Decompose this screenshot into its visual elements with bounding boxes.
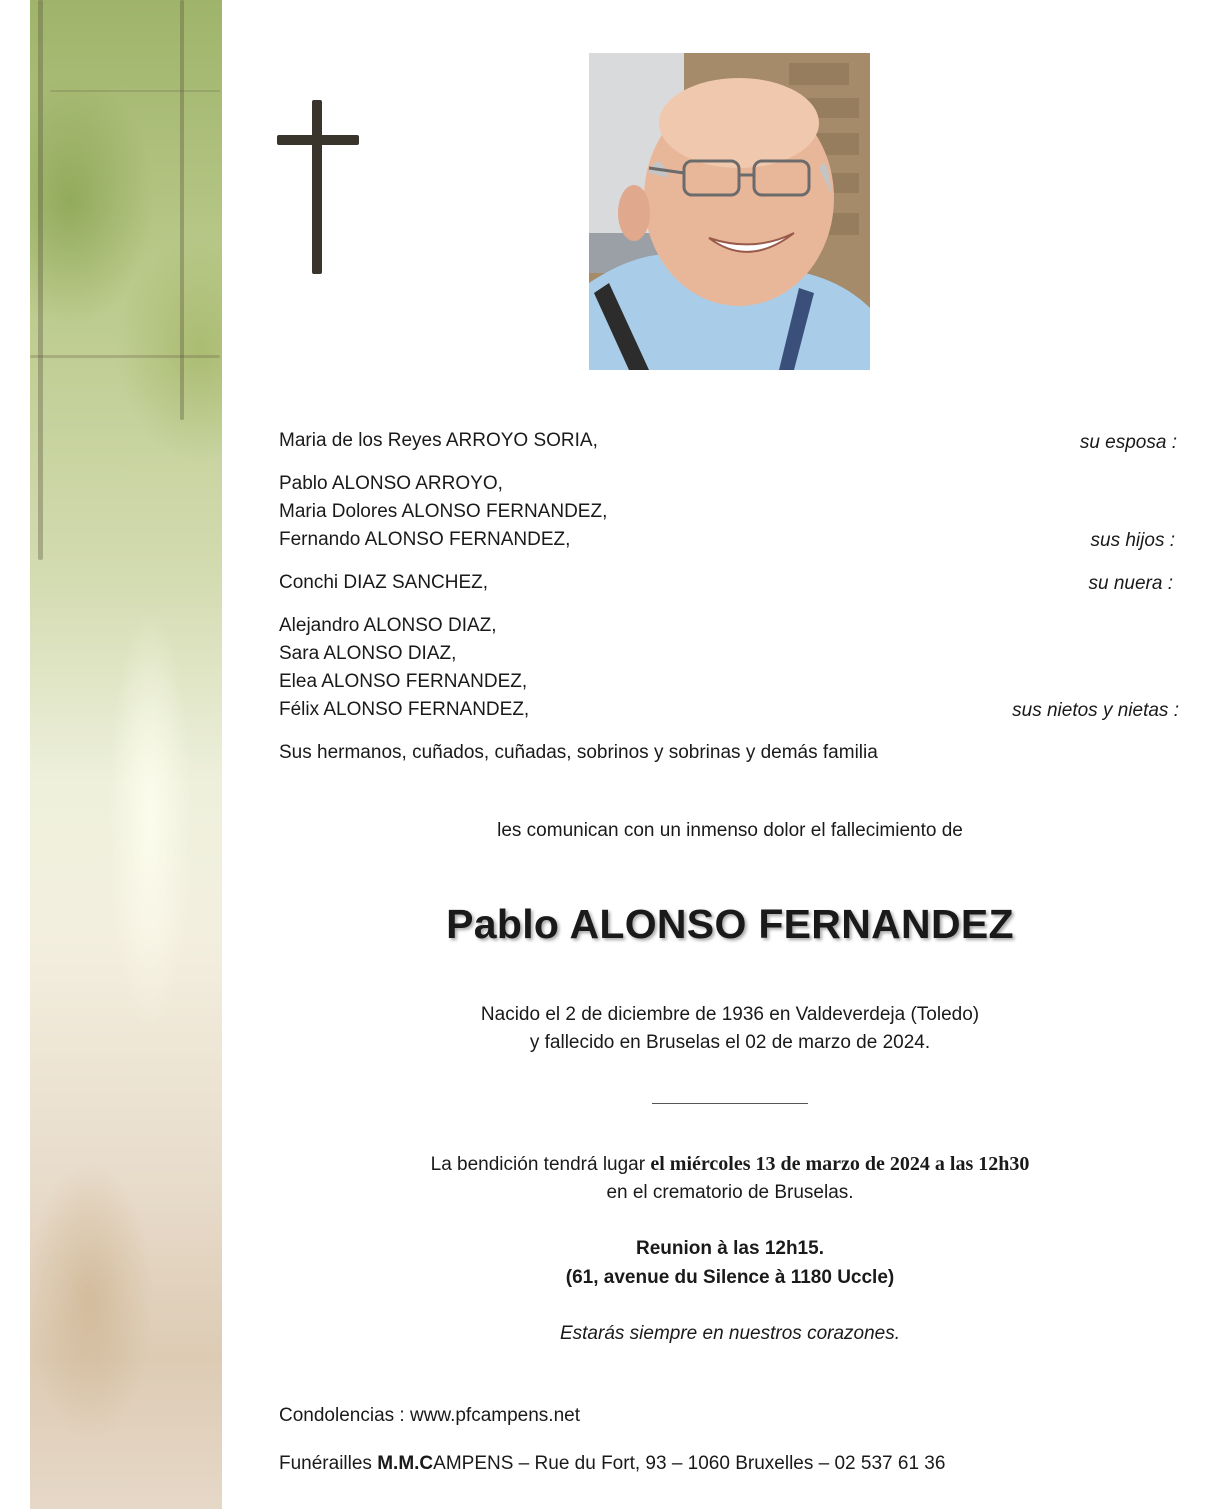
ceremony-intro: La bendición tendrá lugar <box>430 1154 651 1175</box>
grandchild-name: Elea ALONSO FERNANDEZ, <box>279 671 528 692</box>
meeting-time: Reunion à las 12h15. <box>636 1238 824 1259</box>
cross-icon <box>277 100 359 274</box>
forest-path-image <box>30 0 222 1509</box>
daughter-in-law-role: su nuera : <box>1088 573 1173 594</box>
child-name: Maria Dolores ALONSO FERNANDEZ, <box>279 501 608 522</box>
grandchild-name: Sara ALONSO DIAZ, <box>279 643 457 664</box>
spouse-role: su esposa : <box>1079 432 1177 453</box>
epitaph: Estarás siempre en nuestros corazones. <box>559 1323 901 1344</box>
grandchildren-role: sus nietos y nietas : <box>1012 700 1179 721</box>
ceremony-line <box>240 1150 1214 1179</box>
grandchild-name: Félix ALONSO FERNANDEZ, <box>279 699 530 720</box>
meeting-address: (61, avenue du Silence à 1180 Uccle) <box>565 1267 895 1288</box>
deceased-name: Pablo ALONSO FERNANDEZ <box>446 901 1014 947</box>
death-line: y fallecido en Bruselas el 02 de marzo de 2024. <box>529 1032 931 1053</box>
funeral-home-prefix: Funérailles <box>279 1453 378 1474</box>
condolences-line: Condolencias : www.pfcampens.net <box>279 1405 580 1426</box>
funeral-home-brand-rest: AMPENS <box>433 1453 514 1474</box>
spouse-name: Maria de los Reyes ARROYO SORIA, <box>279 430 598 451</box>
birth-line: Nacido el 2 de diciembre de 1936 en Valdeverdeja (Toledo) <box>480 1004 980 1025</box>
daughter-in-law-name: Conchi DIAZ SANCHEZ, <box>279 572 489 593</box>
ceremony-datetime: el miércoles 13 de marzo de 2024 a las 12h30 <box>650 1153 1030 1175</box>
funeral-home-line <box>279 1450 945 1478</box>
child-name: Pablo ALONSO ARROYO, <box>279 473 503 494</box>
separator-line <box>652 1103 808 1104</box>
child-name: Fernando ALONSO FERNANDEZ, <box>279 529 571 550</box>
announcement-text: les comunican con un inmenso dolor el fallecimiento de <box>497 820 963 841</box>
ceremony-place: en el crematorio de Bruselas. <box>606 1182 854 1203</box>
grandchild-name: Alejandro ALONSO DIAZ, <box>279 615 497 636</box>
children-role: sus hijos : <box>1090 530 1175 551</box>
portrait-photo <box>589 53 870 370</box>
funeral-home-brand-bold: M.M.C <box>377 1453 434 1474</box>
funeral-home-details: – Rue du Fort, 93 – 1060 Bruxelles – 02 537 61 36 <box>513 1453 946 1474</box>
other-family: Sus hermanos, cuñados, cuñadas, sobrinos y sobrinas y demás familia <box>279 742 878 763</box>
